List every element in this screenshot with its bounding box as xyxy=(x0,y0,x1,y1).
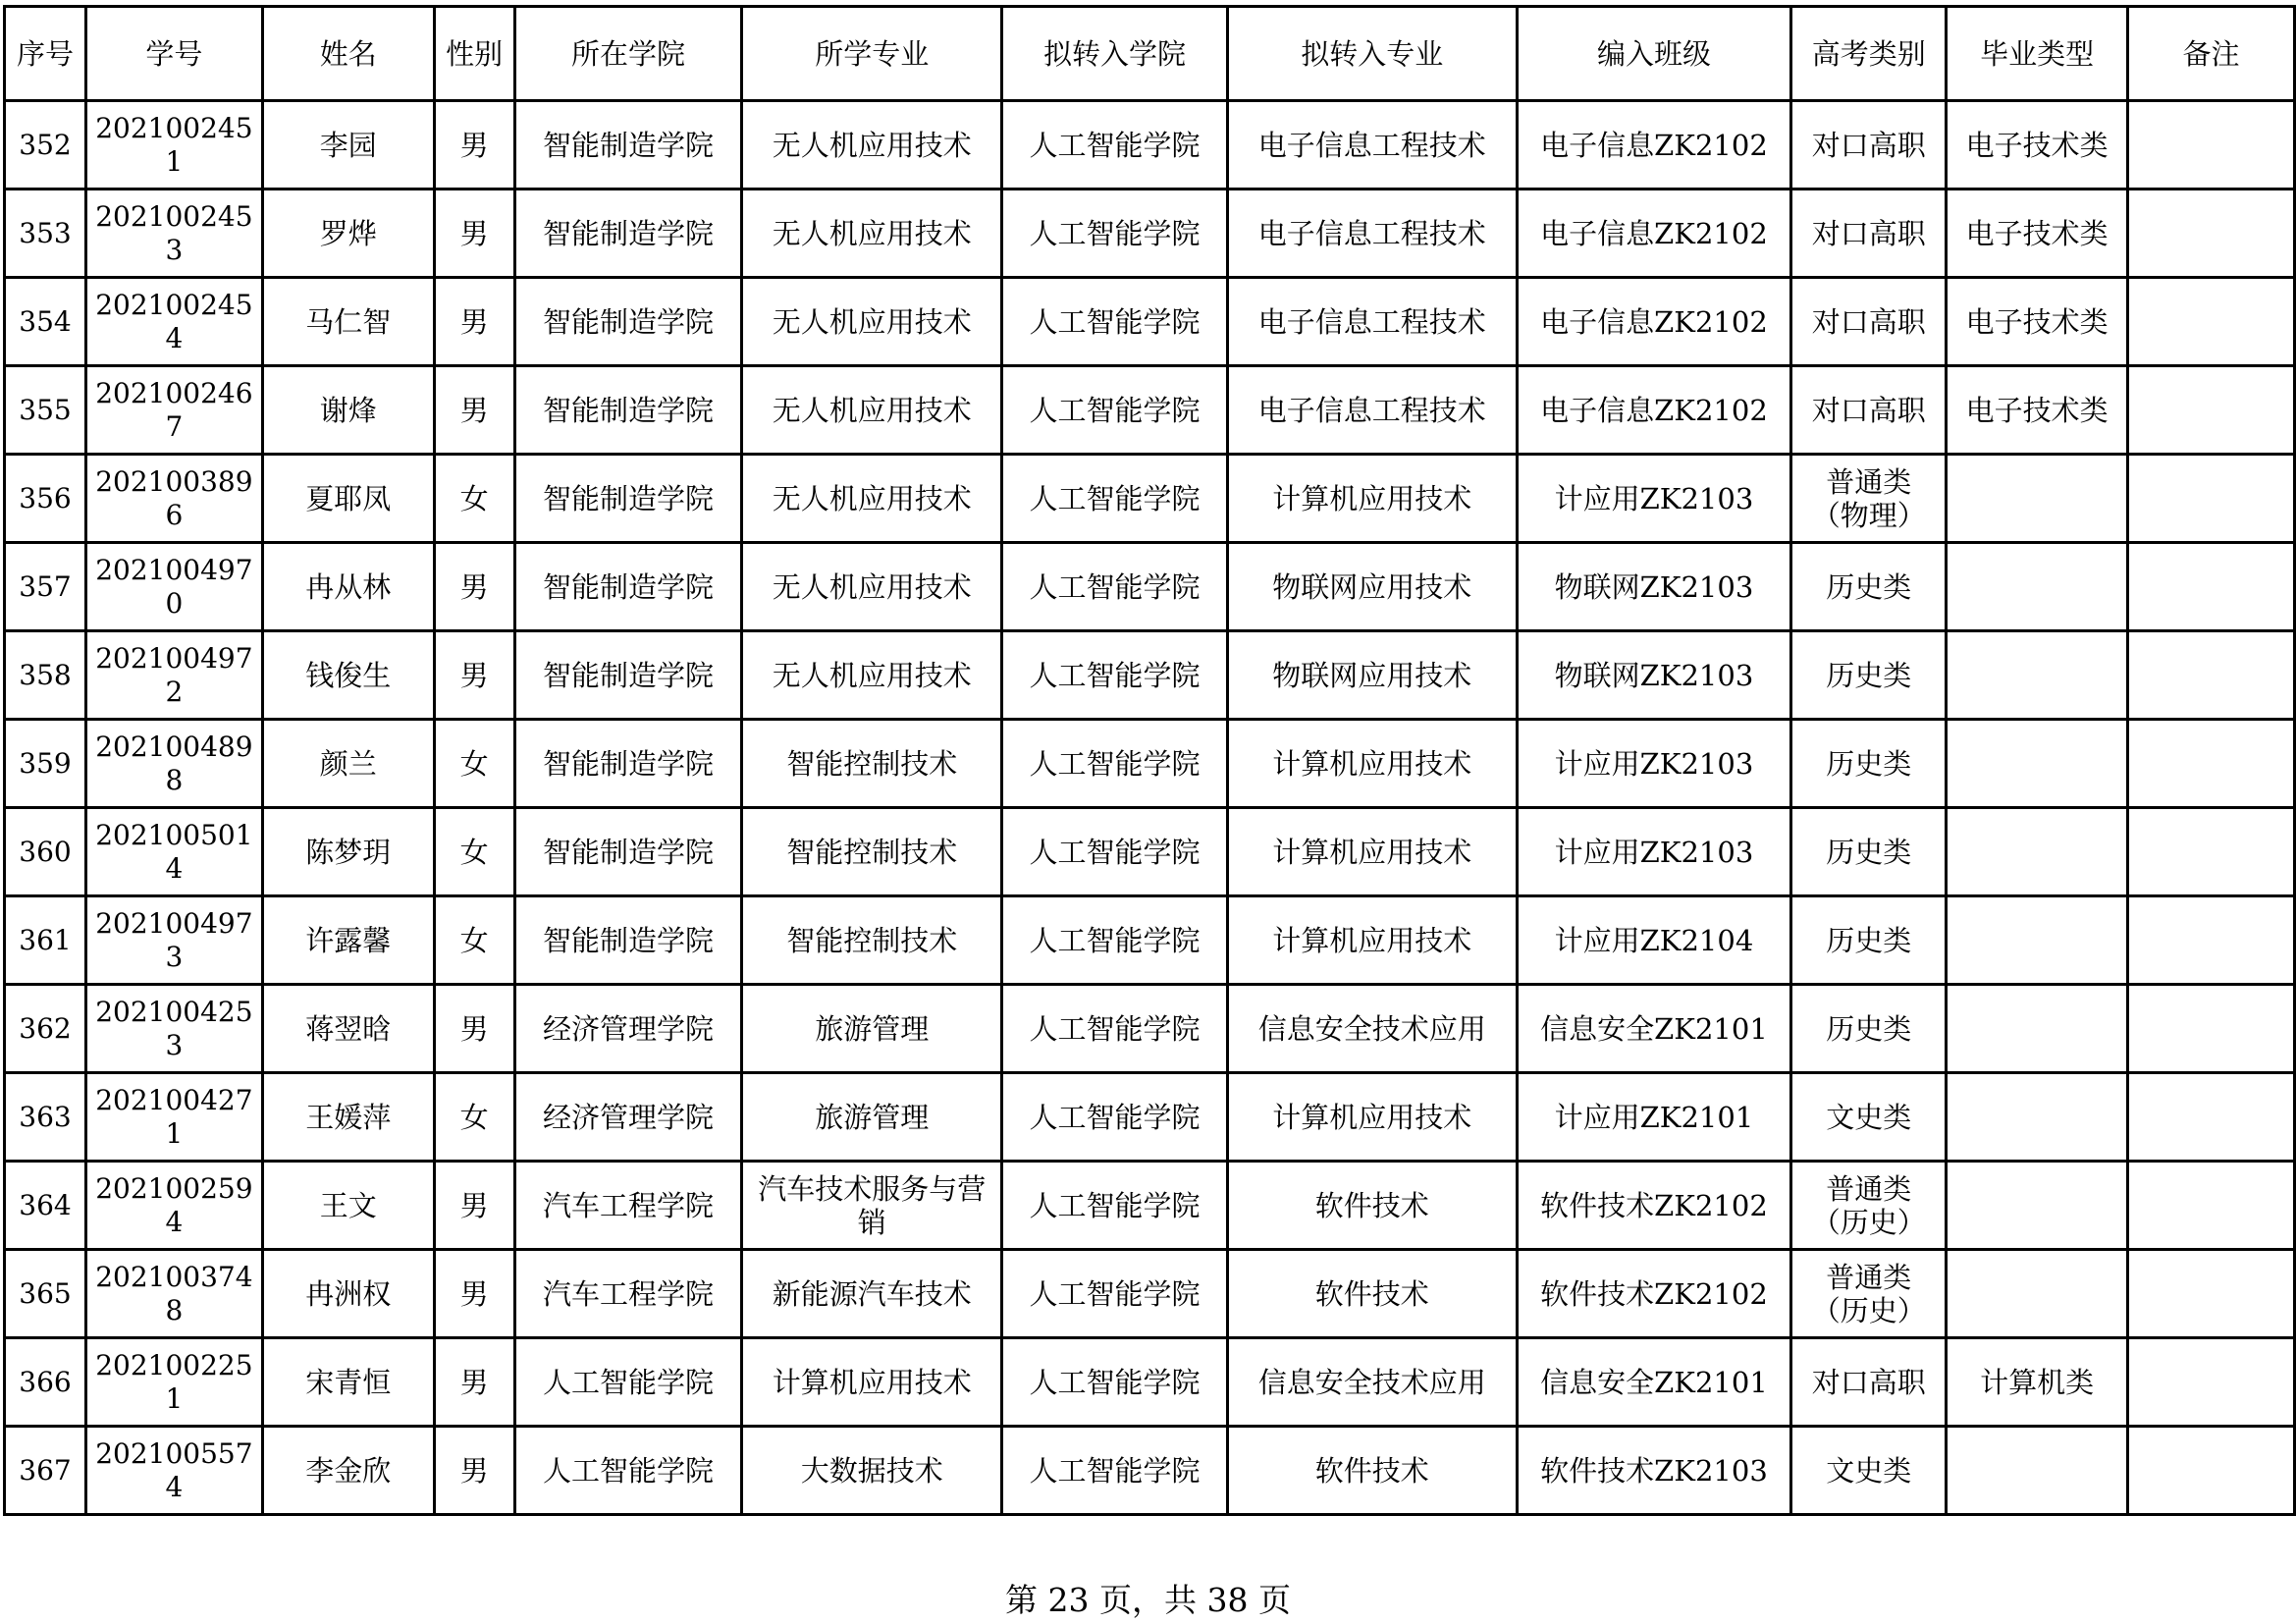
cell-target-major: 信息安全技术应用 xyxy=(1227,985,1517,1073)
cell-exam-category: 历史类 xyxy=(1791,720,1947,808)
cell-seq: 359 xyxy=(5,720,86,808)
cell-target-major: 信息安全技术应用 xyxy=(1227,1338,1517,1427)
table-row xyxy=(5,101,2295,189)
cell-assigned-class: 信息安全ZK2101 xyxy=(1517,985,1791,1073)
cell-exam-category: 历史类 xyxy=(1791,631,1947,720)
cell-target-major: 软件技术 xyxy=(1227,1250,1517,1338)
cell-graduation-type xyxy=(1947,1162,2128,1250)
cell-target-college: 人工智能学院 xyxy=(1002,455,1228,543)
cell-target-college: 人工智能学院 xyxy=(1002,1427,1228,1515)
cell-target-college: 人工智能学院 xyxy=(1002,101,1228,189)
cell-current-college: 人工智能学院 xyxy=(514,1427,742,1515)
cell-current-college: 智能制造学院 xyxy=(514,896,742,985)
cell-current-major: 智能控制技术 xyxy=(742,896,1002,985)
cell-seq: 362 xyxy=(5,985,86,1073)
cell-target-major: 计算机应用技术 xyxy=(1227,1073,1517,1162)
cell-gender: 男 xyxy=(434,1427,514,1515)
cell-gender: 女 xyxy=(434,455,514,543)
cell-remarks xyxy=(2128,1250,2295,1338)
column-header-gender: 性别 xyxy=(434,7,514,101)
cell-remarks xyxy=(2128,631,2295,720)
cell-seq: 363 xyxy=(5,1073,86,1162)
page-number: 第 23 页，共 38 页 xyxy=(1005,1581,1291,1619)
cell-exam-category: 文史类 xyxy=(1791,1427,1947,1515)
cell-assigned-class: 计应用ZK2101 xyxy=(1517,1073,1791,1162)
cell-current-college: 智能制造学院 xyxy=(514,455,742,543)
cell-exam-category: 普通类（历史） xyxy=(1791,1250,1947,1338)
cell-seq: 367 xyxy=(5,1427,86,1515)
cell-name: 陈梦玥 xyxy=(262,808,434,896)
cell-current-major: 旅游管理 xyxy=(742,985,1002,1073)
cell-seq: 361 xyxy=(5,896,86,985)
cell-target-major: 计算机应用技术 xyxy=(1227,720,1517,808)
cell-name: 冉洲权 xyxy=(262,1250,434,1338)
cell-graduation-type xyxy=(1947,543,2128,631)
cell-current-major: 无人机应用技术 xyxy=(742,189,1002,278)
cell-exam-category: 历史类 xyxy=(1791,985,1947,1073)
column-header-remarks: 备注 xyxy=(2128,7,2295,101)
cell-current-major: 无人机应用技术 xyxy=(742,455,1002,543)
cell-remarks xyxy=(2128,808,2295,896)
cell-target-college: 人工智能学院 xyxy=(1002,189,1228,278)
cell-current-college: 智能制造学院 xyxy=(514,278,742,366)
cell-student-id: 2021004898 xyxy=(85,720,262,808)
table-body xyxy=(5,101,2295,1515)
cell-seq: 355 xyxy=(5,366,86,455)
cell-seq: 366 xyxy=(5,1338,86,1427)
cell-graduation-type xyxy=(1947,896,2128,985)
cell-student-id: 2021003748 xyxy=(85,1250,262,1338)
cell-target-college: 人工智能学院 xyxy=(1002,1073,1228,1162)
cell-assigned-class: 计应用ZK2103 xyxy=(1517,455,1791,543)
cell-remarks xyxy=(2128,543,2295,631)
cell-remarks xyxy=(2128,985,2295,1073)
cell-assigned-class: 计应用ZK2103 xyxy=(1517,808,1791,896)
cell-current-major: 智能控制技术 xyxy=(742,720,1002,808)
column-header-student-id: 学号 xyxy=(85,7,262,101)
cell-name: 宋青恒 xyxy=(262,1338,434,1427)
cell-current-major: 旅游管理 xyxy=(742,1073,1002,1162)
cell-assigned-class: 物联网ZK2103 xyxy=(1517,631,1791,720)
cell-gender: 男 xyxy=(434,189,514,278)
cell-assigned-class: 电子信息ZK2102 xyxy=(1517,278,1791,366)
cell-graduation-type xyxy=(1947,985,2128,1073)
cell-gender: 女 xyxy=(434,720,514,808)
cell-student-id: 2021003896 xyxy=(85,455,262,543)
cell-gender: 男 xyxy=(434,543,514,631)
table-row xyxy=(5,1250,2295,1338)
cell-target-college: 人工智能学院 xyxy=(1002,1250,1228,1338)
cell-current-college: 人工智能学院 xyxy=(514,1338,742,1427)
cell-gender: 女 xyxy=(434,896,514,985)
column-header-current-major: 所学专业 xyxy=(742,7,1002,101)
cell-exam-category: 对口高职 xyxy=(1791,1338,1947,1427)
cell-name: 冉从林 xyxy=(262,543,434,631)
cell-remarks xyxy=(2128,101,2295,189)
cell-target-college: 人工智能学院 xyxy=(1002,896,1228,985)
cell-target-college: 人工智能学院 xyxy=(1002,808,1228,896)
cell-exam-category: 对口高职 xyxy=(1791,189,1947,278)
cell-target-major: 计算机应用技术 xyxy=(1227,896,1517,985)
table-row xyxy=(5,278,2295,366)
cell-current-major: 无人机应用技术 xyxy=(742,366,1002,455)
cell-target-major: 软件技术 xyxy=(1227,1427,1517,1515)
cell-student-id: 2021002467 xyxy=(85,366,262,455)
cell-gender: 女 xyxy=(434,808,514,896)
cell-student-id: 2021004973 xyxy=(85,896,262,985)
cell-gender: 男 xyxy=(434,278,514,366)
cell-remarks xyxy=(2128,189,2295,278)
cell-exam-category: 历史类 xyxy=(1791,896,1947,985)
cell-student-id: 2021004972 xyxy=(85,631,262,720)
cell-gender: 男 xyxy=(434,101,514,189)
cell-name: 王媛萍 xyxy=(262,1073,434,1162)
table-row xyxy=(5,1162,2295,1250)
cell-current-college: 智能制造学院 xyxy=(514,366,742,455)
table-header xyxy=(5,7,2295,101)
cell-target-major: 电子信息工程技术 xyxy=(1227,101,1517,189)
cell-exam-category: 普通类（物理） xyxy=(1791,455,1947,543)
cell-target-major: 物联网应用技术 xyxy=(1227,543,1517,631)
cell-current-major: 无人机应用技术 xyxy=(742,278,1002,366)
cell-target-college: 人工智能学院 xyxy=(1002,1162,1228,1250)
cell-gender: 男 xyxy=(434,985,514,1073)
cell-graduation-type xyxy=(1947,808,2128,896)
cell-exam-category: 对口高职 xyxy=(1791,278,1947,366)
table-row xyxy=(5,1073,2295,1162)
cell-target-major: 计算机应用技术 xyxy=(1227,808,1517,896)
cell-student-id: 2021002453 xyxy=(85,189,262,278)
cell-graduation-type: 电子技术类 xyxy=(1947,189,2128,278)
cell-target-major: 电子信息工程技术 xyxy=(1227,189,1517,278)
cell-assigned-class: 信息安全ZK2101 xyxy=(1517,1338,1791,1427)
cell-gender: 男 xyxy=(434,1162,514,1250)
cell-gender: 男 xyxy=(434,631,514,720)
cell-student-id: 2021004970 xyxy=(85,543,262,631)
cell-remarks xyxy=(2128,278,2295,366)
cell-current-college: 经济管理学院 xyxy=(514,985,742,1073)
cell-student-id: 2021002594 xyxy=(85,1162,262,1250)
cell-current-major: 大数据技术 xyxy=(742,1427,1002,1515)
cell-current-college: 智能制造学院 xyxy=(514,543,742,631)
cell-assigned-class: 软件技术ZK2102 xyxy=(1517,1250,1791,1338)
cell-current-major: 无人机应用技术 xyxy=(742,543,1002,631)
cell-target-college: 人工智能学院 xyxy=(1002,1338,1228,1427)
cell-target-major: 软件技术 xyxy=(1227,1162,1517,1250)
header-row xyxy=(5,7,2295,101)
cell-assigned-class: 计应用ZK2104 xyxy=(1517,896,1791,985)
cell-exam-category: 历史类 xyxy=(1791,543,1947,631)
cell-target-major: 电子信息工程技术 xyxy=(1227,278,1517,366)
column-header-assigned-class: 编入班级 xyxy=(1517,7,1791,101)
cell-student-id: 2021005574 xyxy=(85,1427,262,1515)
cell-name: 颜兰 xyxy=(262,720,434,808)
table-row xyxy=(5,631,2295,720)
cell-seq: 356 xyxy=(5,455,86,543)
cell-current-college: 智能制造学院 xyxy=(514,808,742,896)
cell-name: 蒋翌晗 xyxy=(262,985,434,1073)
cell-seq: 365 xyxy=(5,1250,86,1338)
cell-name: 李金欣 xyxy=(262,1427,434,1515)
cell-current-college: 汽车工程学院 xyxy=(514,1162,742,1250)
cell-seq: 358 xyxy=(5,631,86,720)
cell-current-college: 智能制造学院 xyxy=(514,631,742,720)
cell-current-college: 智能制造学院 xyxy=(514,720,742,808)
column-header-target-major: 拟转入专业 xyxy=(1227,7,1517,101)
cell-graduation-type: 电子技术类 xyxy=(1947,366,2128,455)
table-row xyxy=(5,985,2295,1073)
table-row xyxy=(5,1338,2295,1427)
cell-seq: 352 xyxy=(5,101,86,189)
cell-target-major: 计算机应用技术 xyxy=(1227,455,1517,543)
column-header-target-college: 拟转入学院 xyxy=(1002,7,1228,101)
table-row xyxy=(5,1427,2295,1515)
cell-assigned-class: 电子信息ZK2102 xyxy=(1517,101,1791,189)
table-row xyxy=(5,808,2295,896)
column-header-graduation-type: 毕业类型 xyxy=(1947,7,2128,101)
cell-target-college: 人工智能学院 xyxy=(1002,631,1228,720)
cell-exam-category: 文史类 xyxy=(1791,1073,1947,1162)
cell-graduation-type: 电子技术类 xyxy=(1947,278,2128,366)
cell-current-college: 智能制造学院 xyxy=(514,101,742,189)
column-header-exam-category: 高考类别 xyxy=(1791,7,1947,101)
cell-student-id: 2021002451 xyxy=(85,101,262,189)
table-row xyxy=(5,720,2295,808)
student-transfer-table xyxy=(3,5,2296,1516)
cell-name: 李园 xyxy=(262,101,434,189)
cell-graduation-type: 计算机类 xyxy=(1947,1338,2128,1427)
cell-seq: 364 xyxy=(5,1162,86,1250)
column-header-seq: 序号 xyxy=(5,7,86,101)
cell-name: 谢烽 xyxy=(262,366,434,455)
cell-seq: 360 xyxy=(5,808,86,896)
cell-student-id: 2021002251 xyxy=(85,1338,262,1427)
cell-current-college: 经济管理学院 xyxy=(514,1073,742,1162)
cell-seq: 354 xyxy=(5,278,86,366)
cell-current-college: 汽车工程学院 xyxy=(514,1250,742,1338)
cell-current-college: 智能制造学院 xyxy=(514,189,742,278)
cell-gender: 女 xyxy=(434,1073,514,1162)
cell-current-major: 新能源汽车技术 xyxy=(742,1250,1002,1338)
cell-name: 王文 xyxy=(262,1162,434,1250)
cell-graduation-type xyxy=(1947,1427,2128,1515)
cell-student-id: 2021002454 xyxy=(85,278,262,366)
table-row xyxy=(5,455,2295,543)
table-row xyxy=(5,543,2295,631)
cell-name: 许露馨 xyxy=(262,896,434,985)
cell-target-college: 人工智能学院 xyxy=(1002,543,1228,631)
cell-graduation-type xyxy=(1947,631,2128,720)
cell-current-major: 计算机应用技术 xyxy=(742,1338,1002,1427)
cell-remarks xyxy=(2128,896,2295,985)
cell-exam-category: 历史类 xyxy=(1791,808,1947,896)
cell-remarks xyxy=(2128,1338,2295,1427)
cell-assigned-class: 电子信息ZK2102 xyxy=(1517,189,1791,278)
cell-remarks xyxy=(2128,366,2295,455)
cell-current-major: 汽车技术服务与营销 xyxy=(742,1162,1002,1250)
cell-assigned-class: 电子信息ZK2102 xyxy=(1517,366,1791,455)
cell-exam-category: 普通类（历史） xyxy=(1791,1162,1947,1250)
cell-target-college: 人工智能学院 xyxy=(1002,278,1228,366)
cell-seq: 357 xyxy=(5,543,86,631)
cell-graduation-type: 电子技术类 xyxy=(1947,101,2128,189)
cell-graduation-type xyxy=(1947,1073,2128,1162)
cell-current-major: 无人机应用技术 xyxy=(742,631,1002,720)
cell-graduation-type xyxy=(1947,720,2128,808)
cell-remarks xyxy=(2128,1162,2295,1250)
column-header-current-college: 所在学院 xyxy=(514,7,742,101)
table-row xyxy=(5,896,2295,985)
table-row xyxy=(5,366,2295,455)
cell-exam-category: 对口高职 xyxy=(1791,101,1947,189)
cell-assigned-class: 物联网ZK2103 xyxy=(1517,543,1791,631)
cell-student-id: 2021004253 xyxy=(85,985,262,1073)
cell-graduation-type xyxy=(1947,455,2128,543)
cell-target-college: 人工智能学院 xyxy=(1002,720,1228,808)
cell-gender: 男 xyxy=(434,366,514,455)
cell-current-major: 智能控制技术 xyxy=(742,808,1002,896)
cell-seq: 353 xyxy=(5,189,86,278)
cell-current-major: 无人机应用技术 xyxy=(742,101,1002,189)
cell-target-major: 物联网应用技术 xyxy=(1227,631,1517,720)
cell-name: 罗烨 xyxy=(262,189,434,278)
cell-target-college: 人工智能学院 xyxy=(1002,366,1228,455)
cell-remarks xyxy=(2128,720,2295,808)
cell-remarks xyxy=(2128,455,2295,543)
cell-target-college: 人工智能学院 xyxy=(1002,985,1228,1073)
cell-name: 夏耶凤 xyxy=(262,455,434,543)
cell-assigned-class: 软件技术ZK2102 xyxy=(1517,1162,1791,1250)
cell-name: 钱俊生 xyxy=(262,631,434,720)
cell-remarks xyxy=(2128,1427,2295,1515)
cell-gender: 男 xyxy=(434,1338,514,1427)
cell-assigned-class: 软件技术ZK2103 xyxy=(1517,1427,1791,1515)
cell-student-id: 2021004271 xyxy=(85,1073,262,1162)
cell-name: 马仁智 xyxy=(262,278,434,366)
cell-assigned-class: 计应用ZK2103 xyxy=(1517,720,1791,808)
cell-target-major: 电子信息工程技术 xyxy=(1227,366,1517,455)
cell-remarks xyxy=(2128,1073,2295,1162)
cell-student-id: 2021005014 xyxy=(85,808,262,896)
cell-graduation-type xyxy=(1947,1250,2128,1338)
cell-gender: 男 xyxy=(434,1250,514,1338)
table-row xyxy=(5,189,2295,278)
column-header-name: 姓名 xyxy=(262,7,434,101)
cell-exam-category: 对口高职 xyxy=(1791,366,1947,455)
